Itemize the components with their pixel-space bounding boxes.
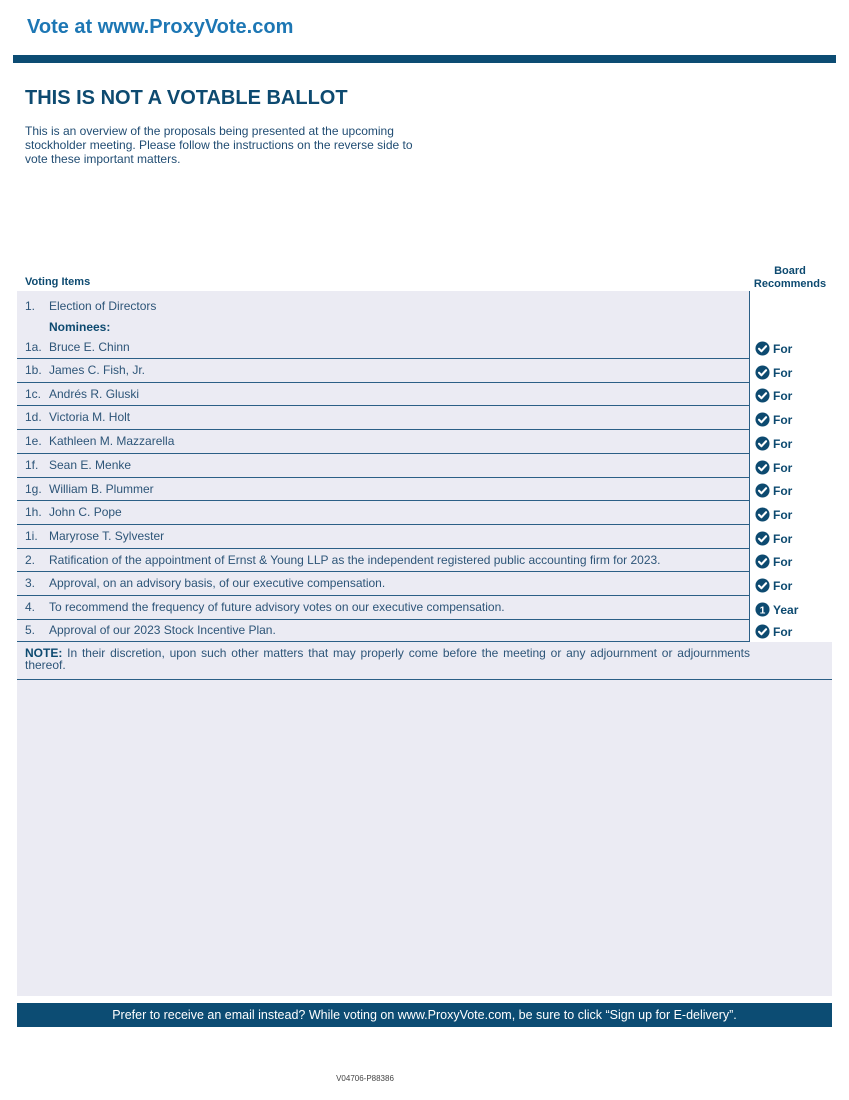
recommendation-label: For xyxy=(773,507,793,522)
recommendation xyxy=(755,483,792,498)
note-text xyxy=(25,647,750,671)
item-number: 1g. xyxy=(25,482,42,496)
item-text: Approval, on an advisory basis, of our executive compensation. xyxy=(49,576,386,590)
recommendation xyxy=(755,436,792,451)
item-text: William B. Plummer xyxy=(49,482,154,496)
recommendation-label: For xyxy=(773,578,793,593)
item-number: 1. xyxy=(25,299,36,313)
item-number: 5. xyxy=(25,623,36,637)
item-number: 1e. xyxy=(25,434,42,448)
document-code: V04706-P88386 xyxy=(336,1074,394,1083)
check-circle-icon xyxy=(755,624,770,639)
table-row xyxy=(17,478,832,501)
intro-text: This is an overview of the proposals being presented at the upcoming stockholder meeting. Please follow the instructions on the reverse side to vote these important matters. xyxy=(25,124,413,166)
recommendation xyxy=(755,507,792,522)
check-circle-icon xyxy=(755,436,770,451)
recommendation xyxy=(755,578,792,593)
table-row xyxy=(17,549,832,572)
item-text: Election of Directors xyxy=(49,299,157,313)
note-label: NOTE: xyxy=(25,646,63,660)
table-row xyxy=(17,383,832,406)
check-circle-icon xyxy=(755,388,770,403)
item-number: 1b. xyxy=(25,363,42,377)
vote-link[interactable]: Vote at www.ProxyVote.com xyxy=(27,16,294,38)
recommendation-label: For xyxy=(773,460,793,475)
board-recommends-header xyxy=(749,265,831,291)
recommendation-label: For xyxy=(773,436,793,451)
item-text: John C. Pope xyxy=(49,505,122,519)
recommendation-cell xyxy=(749,383,833,406)
recommendation-label: For xyxy=(773,554,793,569)
recommendation-cell xyxy=(749,406,833,430)
item-text: James C. Fish, Jr. xyxy=(49,363,146,377)
item-text: Maryrose T. Sylvester xyxy=(49,529,165,543)
item-text: Ratification of the appointment of Ernst & Young LLP as the independent registered public accounting firm for 2023. xyxy=(49,553,661,567)
recommendation xyxy=(755,365,792,380)
recommendation xyxy=(755,531,792,546)
recommendation-label: For xyxy=(773,531,793,546)
item-number: 1h. xyxy=(25,505,42,519)
recommendation-cell xyxy=(749,549,833,572)
recommendation-label: For xyxy=(773,624,793,639)
item-text: To recommend the frequency of future advisory votes on our executive compensation. xyxy=(49,600,505,614)
table-row xyxy=(17,501,832,525)
header-rule xyxy=(13,55,836,63)
voting-items-header: Voting Items xyxy=(25,276,91,288)
recommendation-cell xyxy=(749,478,833,501)
recommendation xyxy=(755,341,792,356)
recommendation xyxy=(755,412,792,427)
recommendation-label: For xyxy=(773,412,793,427)
recommendation xyxy=(755,624,792,639)
recommendation-cell xyxy=(749,359,833,383)
table-row xyxy=(17,620,832,642)
table-row xyxy=(17,291,832,359)
table-row xyxy=(17,525,832,549)
recommendation xyxy=(755,554,792,569)
item-text: Bruce E. Chinn xyxy=(49,340,130,354)
recommendation-cell xyxy=(749,454,833,478)
recommendation-cell xyxy=(749,430,833,454)
recommends-label: Recommends xyxy=(753,278,827,290)
recommendation-label: For xyxy=(773,483,793,498)
recommendation-cell xyxy=(749,596,833,620)
check-circle-icon xyxy=(755,365,770,380)
check-circle-icon xyxy=(755,341,770,356)
table-row xyxy=(17,430,832,454)
recommendation-label: For xyxy=(773,365,793,380)
item-number: 3. xyxy=(25,576,36,590)
item-number: 1d. xyxy=(25,410,42,424)
recommendation-label: For xyxy=(773,388,793,403)
recommendation-label: For xyxy=(773,341,793,356)
table-row xyxy=(17,596,832,620)
check-circle-icon xyxy=(755,507,770,522)
item-text: Kathleen M. Mazzarella xyxy=(49,434,175,448)
item-text: Andrés R. Gluski xyxy=(49,387,140,401)
item-text: Victoria M. Holt xyxy=(49,410,131,424)
number-circle-icon xyxy=(755,602,770,617)
board-label: Board xyxy=(774,265,806,277)
note-body: In their discretion, upon such other matters that may properly come before the meeting or any adjournment or adjournments thereof. xyxy=(25,646,750,672)
item-number: 1i. xyxy=(25,529,38,543)
recommendation-cell xyxy=(749,525,833,549)
check-circle-icon xyxy=(755,460,770,475)
item-number: 1c. xyxy=(25,387,42,401)
table-row xyxy=(17,359,832,383)
item-text: Approval of our 2023 Stock Incentive Plan. xyxy=(49,623,276,637)
year-count: 1 xyxy=(759,605,766,617)
check-circle-icon xyxy=(755,531,770,546)
item-text: Sean E. Menke xyxy=(49,458,132,472)
recommendation xyxy=(755,388,792,403)
item-number: 2. xyxy=(25,553,36,567)
table-row xyxy=(17,406,832,430)
check-circle-icon xyxy=(755,554,770,569)
table-row xyxy=(17,454,832,478)
nominees-label: Nominees: xyxy=(49,320,111,334)
recommendation-cell xyxy=(749,620,833,642)
item-number: 1a. xyxy=(25,340,42,354)
footer-banner: Prefer to receive an email instead? While voting on www.ProxyVote.com, be sure to click “Sign up for E-delivery”. xyxy=(17,1003,832,1027)
check-circle-icon xyxy=(755,483,770,498)
recommendation-cell xyxy=(749,501,833,525)
check-circle-icon xyxy=(755,578,770,593)
page-title: THIS IS NOT A VOTABLE BALLOT xyxy=(25,87,348,109)
recommendation-label: Year xyxy=(773,602,799,617)
recommendation xyxy=(755,602,798,617)
check-circle-icon xyxy=(755,412,770,427)
recommendation-cell xyxy=(749,291,833,359)
note-divider xyxy=(17,679,832,680)
item-number: 1f. xyxy=(25,458,39,472)
item-number: 4. xyxy=(25,600,36,614)
recommendation-cell xyxy=(749,572,833,596)
table-row xyxy=(17,572,832,596)
recommendation xyxy=(755,460,792,475)
